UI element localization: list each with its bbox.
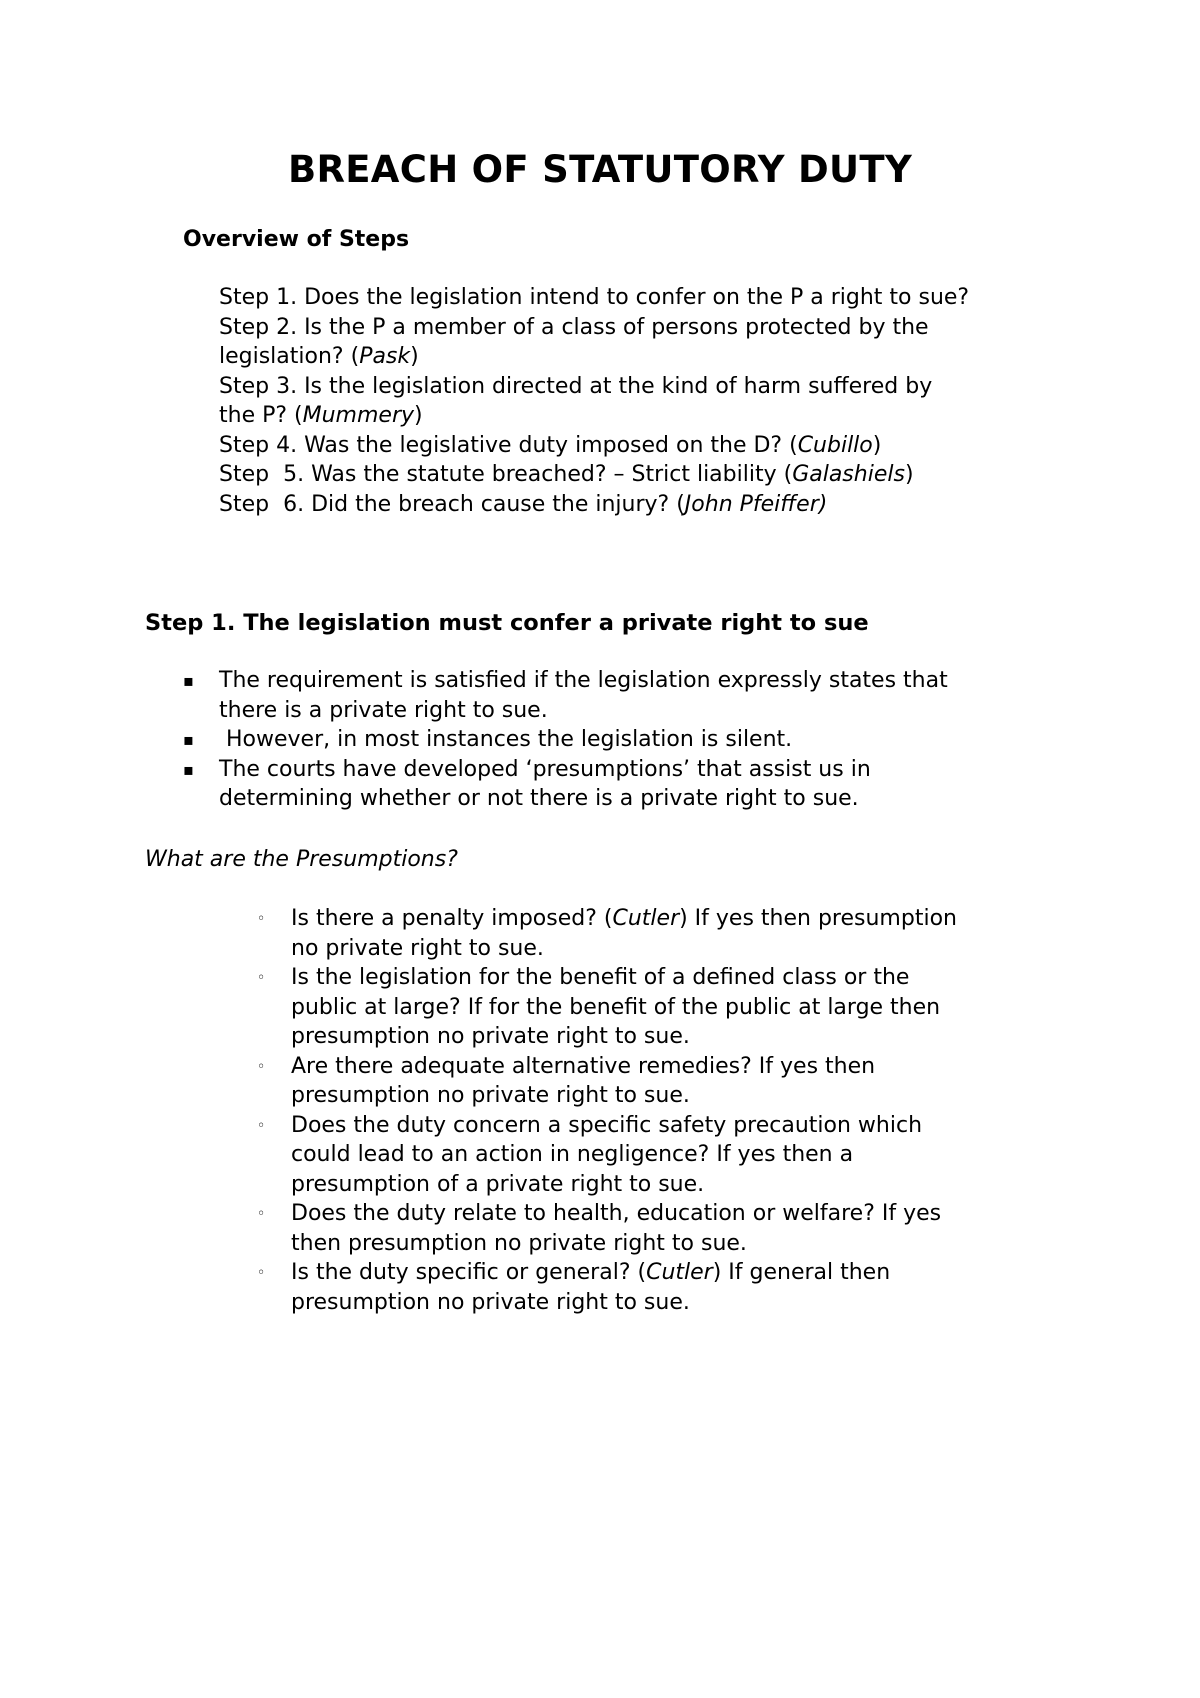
presumptions-list <box>145 904 1105 1317</box>
list-item: ◦ Are there adequate alternative remedies? If yes then presumption no private right to sue. <box>257 1053 876 1108</box>
list-item: ▪ The courts have developed ‘presumptions’ that assist us in determining whether or not there is a private right to sue. <box>183 756 871 811</box>
circle-bullet-icon: ◦ <box>257 1117 266 1134</box>
square-bullet-icon: ▪ <box>183 759 194 779</box>
circle-bullet-icon: ◦ <box>257 1058 266 1075</box>
step1-heading: Step 1. The legislation must confer a private right to sue <box>145 610 869 636</box>
overview-step-line: Step 2. Is the P a member of a class of persons protected by the <box>219 314 929 340</box>
presumptions-heading: What are the Presumptions? <box>145 847 458 872</box>
case-name: Cubillo <box>797 432 873 458</box>
document-title: BREACH OF STATUTORY DUTY <box>287 148 913 191</box>
square-bullet-icon: ▪ <box>183 730 194 749</box>
list-item: ◦ Does the duty concern a specific safety precaution which could lead to an action in negligence? If yes then a presumption of a private right to sue. <box>257 1112 923 1197</box>
case-name: Mummery <box>302 403 415 428</box>
list-item: ▪ The requirement is satisfied if the legislation expressly states that there is a private right to sue. <box>183 668 948 723</box>
list-item: ◦ Is there a penalty imposed? (Cutler) If yes then presumption no private right to sue. <box>257 906 957 961</box>
case-name: Galashiels <box>792 462 905 487</box>
overview-step-line: Step 5. Was the statute breached? – Strict liability (Galashiels) <box>219 462 914 487</box>
overview-step-line: legislation? (Pask) <box>219 344 419 369</box>
overview-step-line: Step 1. Does the legislation intend to confer on the P a right to sue? <box>219 285 970 310</box>
overview-step-line: the P? (Mummery) <box>219 403 423 428</box>
overview-step-line: Step 6. Did the breach cause the injury? (John Pfeiffer) <box>219 491 828 517</box>
circle-bullet-icon: ◦ <box>257 911 266 927</box>
case-name: Cutler <box>646 1260 713 1285</box>
list-item: ▪ However, in most instances the legislation is silent. <box>145 725 1105 755</box>
step1-bullet-list <box>145 666 1105 814</box>
circle-bullet-icon: ◦ <box>257 970 266 986</box>
circle-bullet-icon: ◦ <box>257 1206 266 1222</box>
circle-bullet-icon: ◦ <box>257 1265 266 1281</box>
list-item: ◦ Is the duty specific or general? (Cutler) If general then presumption no private right to sue. <box>257 1260 891 1315</box>
overview-heading: Overview of Steps <box>183 227 410 252</box>
list-item: ◦ Does the duty relate to health, education or welfare? If yes then presumption no private right to sue. <box>257 1201 942 1256</box>
overview-step-line: Step 4. Was the legislative duty imposed on the D? (Cubillo) <box>219 432 882 458</box>
case-name: Pask <box>359 344 411 369</box>
case-name: Cutler <box>612 906 680 931</box>
list-item: ◦ Is the legislation for the benefit of a defined class or the public at large? If for the benefit of the public at large then presumption no private right to sue. <box>257 965 941 1049</box>
square-bullet-icon: ▪ <box>183 671 194 690</box>
overview-steps-list <box>219 283 1099 519</box>
overview-step-line: Step 3. Is the legislation directed at the kind of harm suffered by <box>219 373 933 399</box>
case-name: John Pfeiffer) <box>684 491 828 517</box>
